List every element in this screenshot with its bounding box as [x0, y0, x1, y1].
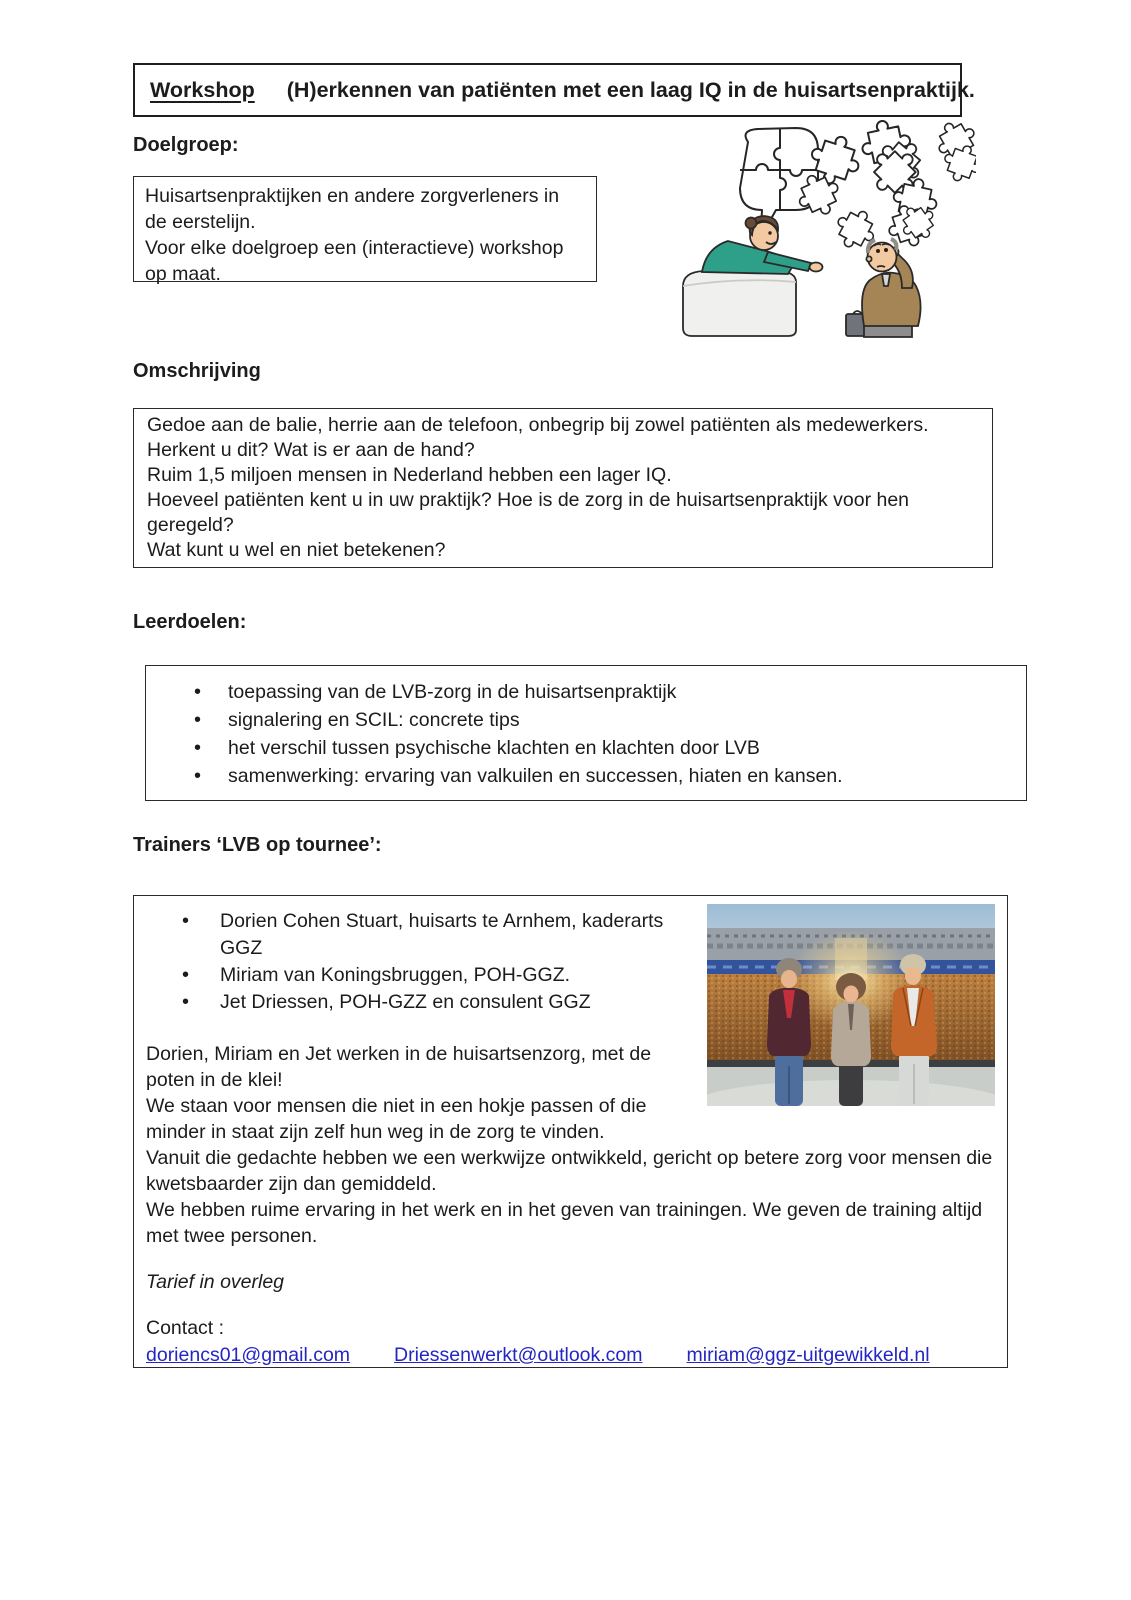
- leerdoel-item: • signalering en SCIL: concrete tips: [194, 706, 1026, 734]
- receptionist-figure: [683, 216, 823, 336]
- omschrijving-line: Gedoe aan de balie, herrie aan de telefoon, onbegrip bij zowel patiënten als medewerkers.: [147, 414, 929, 436]
- trainers-paragraph: Dorien, Miriam en Jet werken in de huisartsenzorg, met de poten in de klei!: [146, 1043, 652, 1091]
- trainer-item: • Dorien Cohen Stuart, huisarts te Arnhem, kaderarts GGZ: [182, 908, 995, 962]
- leerdoel-item: • toepassing van de LVB-zorg in de huisartsenpraktijk: [194, 678, 1026, 706]
- leerdoel-item: • samenwerking: ervaring van valkuilen en successen, hiaten en kansen.: [194, 762, 1026, 790]
- doelgroep-heading: Doelgroep:: [133, 134, 239, 156]
- omschrijving-line: Herkent u dit? Wat is er aan de hand?: [147, 439, 475, 461]
- title-box: [133, 63, 975, 117]
- leerdoelen-list: [146, 678, 1026, 790]
- email-link-dorien[interactable]: doriencs01@gmail.com: [146, 1344, 351, 1366]
- tarief-note: Tarief in overleg: [146, 1271, 285, 1293]
- trainers-list: [146, 908, 995, 1016]
- workshop-label: Workshop: [150, 77, 255, 102]
- doelgroep-line: Huisartsenpraktijken en andere zorgverleners in de eerstelijn.: [145, 185, 560, 233]
- trainers-heading: Trainers ‘LVB op tournee’:: [133, 834, 382, 856]
- email-link-driessen[interactable]: Driessenwerkt@outlook.com: [394, 1344, 643, 1366]
- omschrijving-line: Hoeveel patiënten kent u in uw praktijk? Hoe is de zorg in de huisartsenpraktijk voor hen geregeld?: [147, 489, 910, 536]
- omschrijving-heading: Omschrijving: [133, 360, 261, 382]
- page-title: (H)erkennen van patiënten met een laag IQ in de huisartsenpraktijk.: [286, 77, 975, 102]
- omschrijving-line: Wat kunt u wel en niet betekenen?: [147, 539, 446, 561]
- doelgroep-line: Voor elke doelgroep een (interactieve) workshop op maat.: [145, 237, 564, 285]
- puzzle-conversation-cartoon: [678, 120, 976, 338]
- omschrijving-box: [133, 408, 993, 568]
- trainer-item: • Jet Driessen, POH-GZZ en consulent GGZ: [182, 989, 995, 1016]
- leerdoelen-heading: Leerdoelen:: [133, 611, 247, 633]
- omschrijving-line: Ruim 1,5 miljoen mensen in Nederland hebben een lager IQ.: [147, 464, 672, 486]
- trainers-paragraph: We staan voor mensen die niet in een hokje passen of die minder in staat zijn zelf hun weg in de zorg te vinden.: [146, 1095, 647, 1143]
- scattered-puzzle-pieces-icon: [791, 120, 976, 255]
- contact-label: Contact :: [146, 1317, 225, 1339]
- email-link-miriam[interactable]: miriam@ggz-uitgewikkeld.nl: [686, 1344, 930, 1366]
- leerdoelen-box: [145, 665, 1027, 801]
- confused-patient-figure: [846, 239, 921, 337]
- trainers-paragraph: We hebben ruime ervaring in het werk en in het geven van trainingen. We geven de training altijd met twee personen.: [146, 1199, 983, 1247]
- doelgroep-box: [133, 176, 597, 285]
- contact-emails: [146, 1342, 995, 1368]
- leerdoel-item: • het verschil tussen psychische klachten en klachten door LVB: [194, 734, 1026, 762]
- trainers-box: [133, 895, 1008, 1368]
- trainer-item: • Miriam van Koningsbruggen, POH-GGZ.: [182, 962, 995, 989]
- trainers-paragraph: Vanuit die gedachte hebben we een werkwijze ontwikkeld, gericht op betere zorg voor mensen die kwetsbaarder zijn dan gemiddeld.: [146, 1147, 993, 1195]
